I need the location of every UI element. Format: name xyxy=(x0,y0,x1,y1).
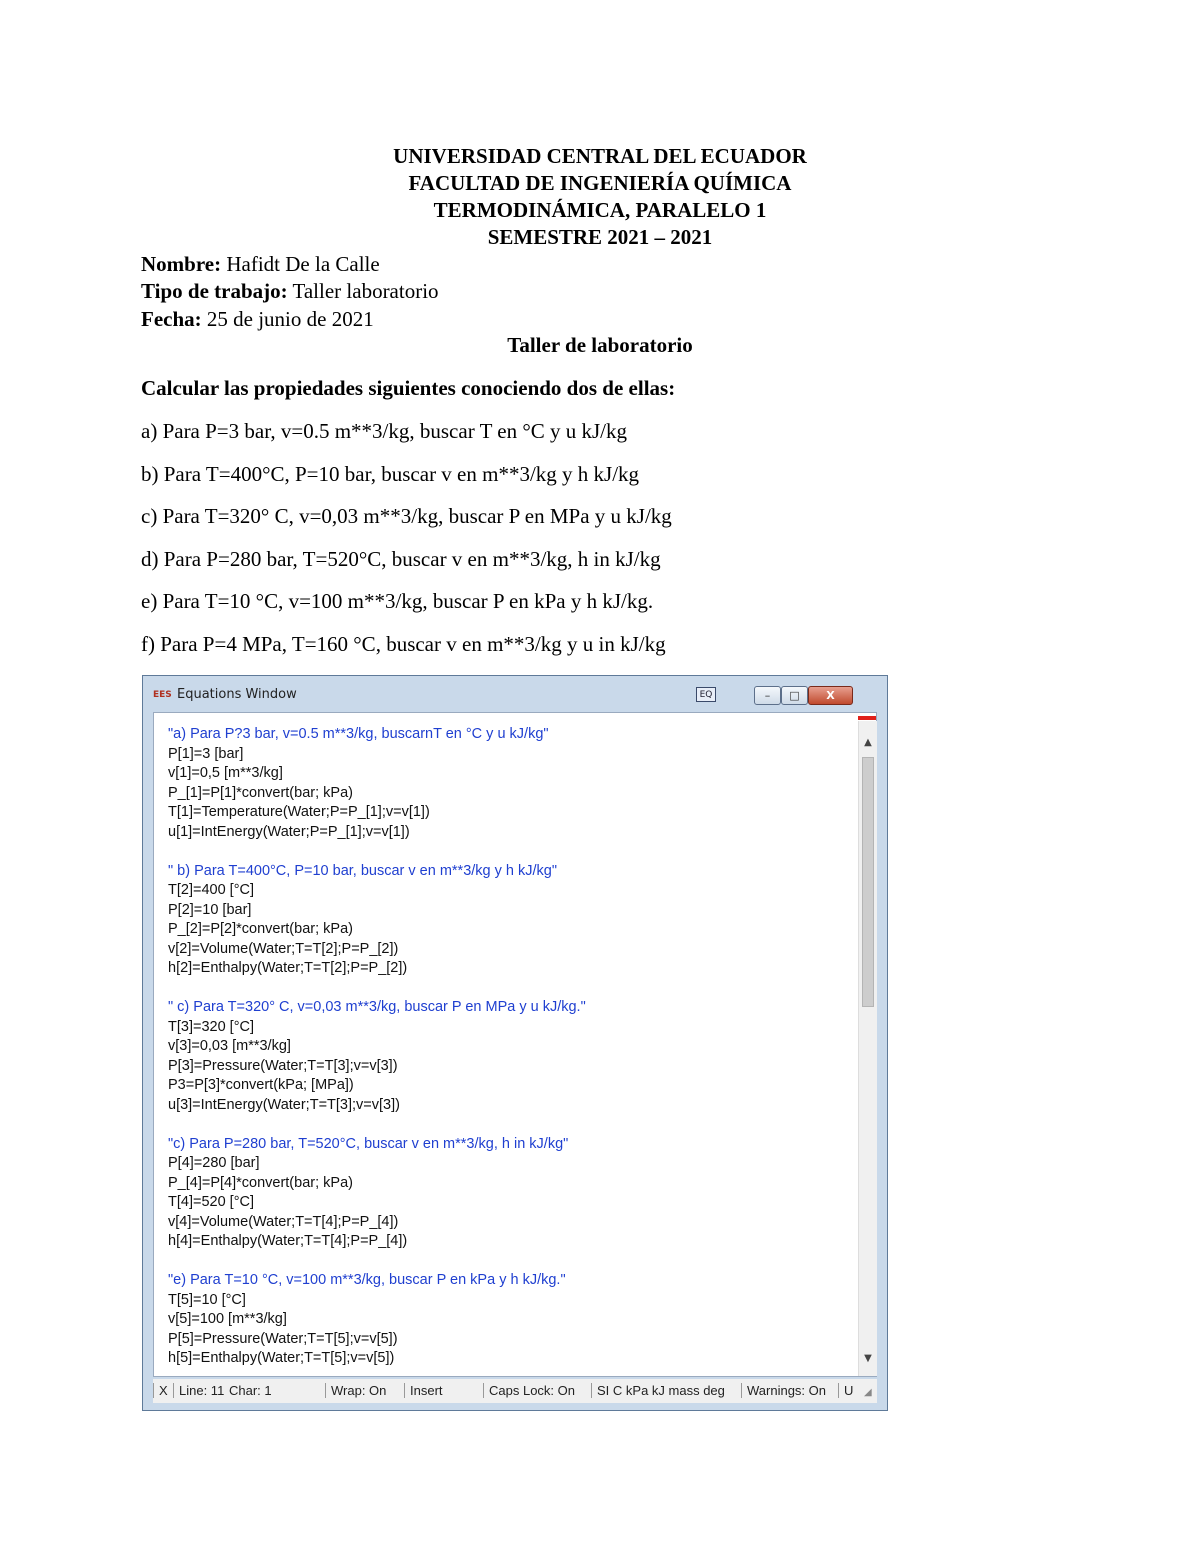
code-comment-c: " c) Para T=320° C, v=0,03 m**3/kg, buscar P en MPa y u kJ/kg." xyxy=(168,999,586,1015)
status-line: Line: 11 xyxy=(173,1383,224,1398)
equations-window xyxy=(142,675,888,1411)
code-line: P[1]=3 [bar] xyxy=(168,745,244,762)
window-titlebar[interactable] xyxy=(143,676,887,712)
code-line: v[1]=0,5 [m**3/kg] xyxy=(168,765,283,781)
fecha-label: Fecha: xyxy=(141,307,202,331)
instruction: Calcular las propiedades siguientes conociendo dos de ellas: xyxy=(141,376,676,400)
course-name: TERMODINÁMICA, PARALELO 1 xyxy=(433,198,767,222)
document-header xyxy=(0,143,1200,251)
status-caps: Caps Lock: On xyxy=(483,1383,575,1398)
field-fecha xyxy=(141,306,374,333)
minimize-button[interactable]: – xyxy=(754,686,781,705)
semester: SEMESTRE 2021 – 2021 xyxy=(487,225,713,249)
close-button[interactable]: X xyxy=(808,686,853,705)
tipo-value: Taller laboratorio xyxy=(287,279,439,303)
code-line: P[2]=10 [bar] xyxy=(168,901,252,918)
status-insert[interactable]: Insert xyxy=(404,1383,443,1398)
field-tipo xyxy=(141,278,439,305)
code-line: P3=P[3]*convert(kPa; [MPa]) xyxy=(168,1077,354,1093)
code-line: T[4]=520 [°C] xyxy=(168,1194,254,1210)
code-line: P[5]=Pressure(Water;T=T[5];v=v[5]) xyxy=(168,1330,398,1347)
scroll-up-icon[interactable]: ▲ xyxy=(864,737,872,748)
code-line: h[5]=Enthalpy(Water;T=T[5];v=v[5]) xyxy=(168,1350,395,1366)
equation-format-icon[interactable]: EQ xyxy=(696,687,716,702)
problem-a: a) Para P=3 bar, v=0.5 m**3/kg, buscar T en °C y u kJ/kg xyxy=(141,419,627,443)
code-comment-d: "c) Para P=280 bar, T=520°C, buscar v en m**3/kg, h in kJ/kg" xyxy=(168,1135,569,1152)
problem-e: e) Para T=10 °C, v=100 m**3/kg, buscar P en kPa y h kJ/kg. xyxy=(141,589,654,613)
code-line: h[4]=Enthalpy(Water;T=T[4];P=P_[4]) xyxy=(168,1233,408,1249)
resize-grip-icon[interactable]: ◢ xyxy=(864,1387,872,1398)
code-line: v[2]=Volume(Water;T=T[2];P=P_[2]) xyxy=(168,940,399,957)
nombre-label: Nombre: xyxy=(141,252,222,276)
code-line: T[1]=Temperature(Water;P=P_[1];v=v[1]) xyxy=(168,804,430,820)
code-line: u[1]=IntEnergy(Water;P=P_[1];v=v[1]) xyxy=(168,823,410,840)
window-title: Equations Window xyxy=(177,687,297,702)
equations-editor[interactable] xyxy=(153,712,877,1377)
section-title: Taller de laboratorio xyxy=(507,333,693,357)
tipo-label: Tipo de trabajo: xyxy=(141,279,288,303)
status-warnings[interactable]: Warnings: On xyxy=(741,1383,826,1398)
university-name: UNIVERSIDAD CENTRAL DEL ECUADOR xyxy=(393,144,807,168)
error-marker xyxy=(858,716,876,720)
code-line: T[3]=320 [°C] xyxy=(168,1018,254,1035)
equations-code xyxy=(168,725,586,1369)
code-line: P[3]=Pressure(Water;T=T[3];v=v[3]) xyxy=(168,1057,398,1074)
status-units[interactable]: SI C kPa kJ mass deg xyxy=(591,1383,725,1398)
problem-b: b) Para T=400°C, P=10 bar, buscar v en m**3/kg y h kJ/kg xyxy=(141,462,640,486)
field-nombre xyxy=(141,251,380,278)
problem-c: c) Para T=320° C, v=0,03 m**3/kg, buscar P en MPa y u kJ/kg xyxy=(141,504,672,528)
faculty-name: FACULTAD DE INGENIERÍA QUÍMICA xyxy=(408,171,792,195)
code-line: P_[1]=P[1]*convert(bar; kPa) xyxy=(168,784,353,801)
code-line: v[5]=100 [m**3/kg] xyxy=(168,1311,287,1327)
status-x: X xyxy=(153,1383,168,1398)
code-line: T[5]=10 [°C] xyxy=(168,1291,246,1308)
code-line: h[2]=Enthalpy(Water;T=T[2];P=P_[2]) xyxy=(168,960,408,976)
code-line: P_[4]=P[4]*convert(bar; kPa) xyxy=(168,1174,353,1191)
nombre-value: Hafidt De la Calle xyxy=(221,252,380,276)
fecha-value: 25 de junio de 2021 xyxy=(201,307,374,331)
status-u: U xyxy=(838,1383,853,1398)
code-line: T[2]=400 [°C] xyxy=(168,882,254,898)
scroll-down-icon[interactable]: ▼ xyxy=(864,1353,872,1364)
vertical-scrollbar[interactable] xyxy=(858,721,877,1376)
problem-d: d) Para P=280 bar, T=520°C, buscar v en m**3/kg, h in kJ/kg xyxy=(141,547,661,571)
code-line: u[3]=IntEnergy(Water;T=T[3];v=v[3]) xyxy=(168,1096,400,1113)
code-comment-b: " b) Para T=400°C, P=10 bar, buscar v en m**3/kg y h kJ/kg" xyxy=(168,862,557,879)
code-line: P_[2]=P[2]*convert(bar; kPa) xyxy=(168,921,353,937)
code-comment-a: "a) Para P?3 bar, v=0.5 m**3/kg, buscarnT en °C y u kJ/kg" xyxy=(168,726,549,742)
problem-f: f) Para P=4 MPa, T=160 °C, buscar v en m**3/kg y u in kJ/kg xyxy=(141,632,666,656)
code-line: v[3]=0,03 [m**3/kg] xyxy=(168,1038,291,1054)
status-char: Char: 1 xyxy=(229,1383,272,1398)
status-wrap[interactable]: Wrap: On xyxy=(325,1383,386,1398)
scroll-thumb[interactable] xyxy=(862,757,874,1007)
code-line: P[4]=280 [bar] xyxy=(168,1155,260,1171)
code-line: v[4]=Volume(Water;T=T[4];P=P_[4]) xyxy=(168,1213,399,1230)
code-comment-e: "e) Para T=10 °C, v=100 m**3/kg, buscar P en kPa y h kJ/kg." xyxy=(168,1272,566,1288)
maximize-button[interactable]: □ xyxy=(781,686,808,705)
ees-app-icon: EES xyxy=(153,690,172,700)
